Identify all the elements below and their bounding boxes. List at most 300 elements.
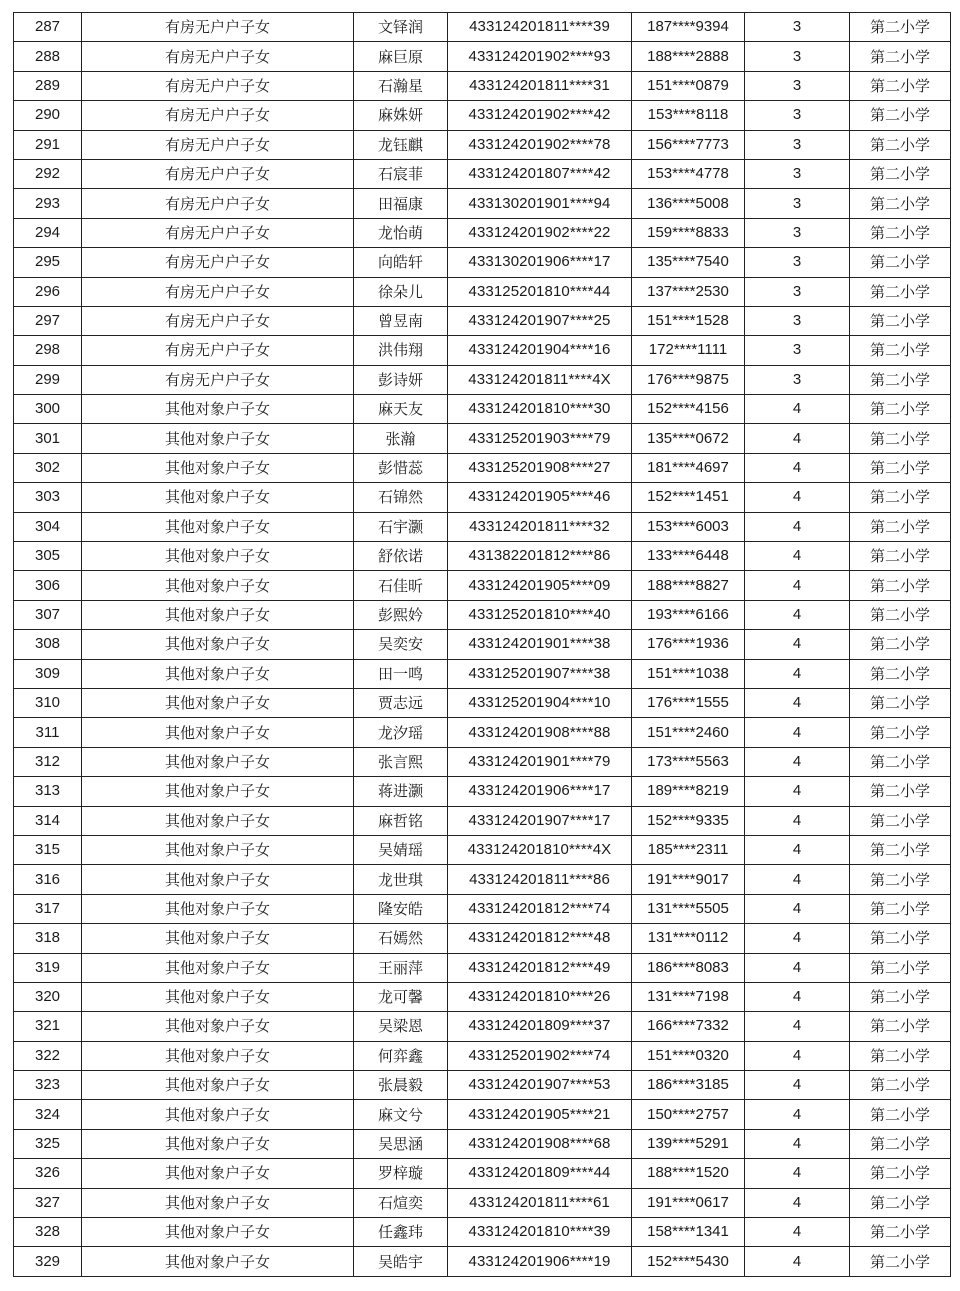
school-cell: 第二小学 xyxy=(850,248,951,277)
category-cell: 其他对象户子女 xyxy=(82,600,354,629)
category-cell: 有房无户户子女 xyxy=(82,13,354,42)
table-row xyxy=(14,1041,951,1070)
category-cell: 其他对象户子女 xyxy=(82,1100,354,1129)
grade-cell: 3 xyxy=(745,71,850,100)
school-cell: 第二小学 xyxy=(850,277,951,306)
id-number-cell: 433125201902****74 xyxy=(448,1041,632,1070)
id-number-cell: 433124201811****39 xyxy=(448,13,632,42)
category-cell: 其他对象户子女 xyxy=(82,982,354,1011)
student-name-cell: 吴皓宇 xyxy=(354,1247,448,1276)
school-cell: 第二小学 xyxy=(850,806,951,835)
school-cell: 第二小学 xyxy=(850,982,951,1011)
phone-cell: 135****7540 xyxy=(632,248,745,277)
roster-sheet xyxy=(13,12,950,1277)
phone-cell: 186****3185 xyxy=(632,1071,745,1100)
grade-cell: 4 xyxy=(745,424,850,453)
phone-cell: 176****1936 xyxy=(632,630,745,659)
grade-cell: 4 xyxy=(745,1188,850,1217)
school-cell: 第二小学 xyxy=(850,71,951,100)
table-row xyxy=(14,894,951,923)
row-number-cell: 313 xyxy=(14,777,82,806)
table-row xyxy=(14,659,951,688)
table-row xyxy=(14,336,951,365)
school-cell: 第二小学 xyxy=(850,512,951,541)
table-row xyxy=(14,747,951,776)
grade-cell: 4 xyxy=(745,453,850,482)
table-row xyxy=(14,453,951,482)
school-cell: 第二小学 xyxy=(850,1188,951,1217)
row-number-cell: 318 xyxy=(14,924,82,953)
row-number-cell: 292 xyxy=(14,159,82,188)
row-number-cell: 293 xyxy=(14,189,82,218)
id-number-cell: 433124201905****09 xyxy=(448,571,632,600)
student-name-cell: 贾志远 xyxy=(354,688,448,717)
student-name-cell: 龙钰麒 xyxy=(354,130,448,159)
phone-cell: 191****0617 xyxy=(632,1188,745,1217)
table-row xyxy=(14,953,951,982)
id-number-cell: 433124201905****21 xyxy=(448,1100,632,1129)
id-number-cell: 433124201901****38 xyxy=(448,630,632,659)
student-name-cell: 吴婧瑶 xyxy=(354,835,448,864)
phone-cell: 131****7198 xyxy=(632,982,745,1011)
student-name-cell: 田福康 xyxy=(354,189,448,218)
phone-cell: 153****6003 xyxy=(632,512,745,541)
phone-cell: 156****7773 xyxy=(632,130,745,159)
grade-cell: 4 xyxy=(745,924,850,953)
phone-cell: 135****0672 xyxy=(632,424,745,453)
table-row xyxy=(14,13,951,42)
grade-cell: 4 xyxy=(745,894,850,923)
id-number-cell: 433124201902****42 xyxy=(448,101,632,130)
row-number-cell: 300 xyxy=(14,395,82,424)
school-cell: 第二小学 xyxy=(850,953,951,982)
school-cell: 第二小学 xyxy=(850,424,951,453)
student-name-cell: 龙怡萌 xyxy=(354,218,448,247)
phone-cell: 193****6166 xyxy=(632,600,745,629)
student-name-cell: 向皓轩 xyxy=(354,248,448,277)
category-cell: 其他对象户子女 xyxy=(82,1218,354,1247)
student-name-cell: 石嫣然 xyxy=(354,924,448,953)
table-row xyxy=(14,777,951,806)
phone-cell: 151****0879 xyxy=(632,71,745,100)
table-row xyxy=(14,248,951,277)
row-number-cell: 306 xyxy=(14,571,82,600)
category-cell: 有房无户户子女 xyxy=(82,130,354,159)
row-number-cell: 316 xyxy=(14,865,82,894)
grade-cell: 3 xyxy=(745,13,850,42)
phone-cell: 151****2460 xyxy=(632,718,745,747)
row-number-cell: 326 xyxy=(14,1159,82,1188)
student-name-cell: 麻巨原 xyxy=(354,42,448,71)
student-name-cell: 舒依诺 xyxy=(354,542,448,571)
category-cell: 其他对象户子女 xyxy=(82,953,354,982)
row-number-cell: 297 xyxy=(14,306,82,335)
table-row xyxy=(14,600,951,629)
phone-cell: 188****2888 xyxy=(632,42,745,71)
school-cell: 第二小学 xyxy=(850,571,951,600)
student-name-cell: 田一鸣 xyxy=(354,659,448,688)
school-cell: 第二小学 xyxy=(850,865,951,894)
table-row xyxy=(14,365,951,394)
grade-cell: 4 xyxy=(745,395,850,424)
category-cell: 其他对象户子女 xyxy=(82,571,354,600)
phone-cell: 152****1451 xyxy=(632,483,745,512)
row-number-cell: 319 xyxy=(14,953,82,982)
table-row xyxy=(14,42,951,71)
id-number-cell: 433124201904****16 xyxy=(448,336,632,365)
category-cell: 有房无户户子女 xyxy=(82,277,354,306)
table-row xyxy=(14,101,951,130)
student-name-cell: 何弈鑫 xyxy=(354,1041,448,1070)
student-name-cell: 文铎润 xyxy=(354,13,448,42)
row-number-cell: 288 xyxy=(14,42,82,71)
category-cell: 其他对象户子女 xyxy=(82,453,354,482)
table-row xyxy=(14,277,951,306)
grade-cell: 4 xyxy=(745,1071,850,1100)
category-cell: 其他对象户子女 xyxy=(82,424,354,453)
grade-cell: 4 xyxy=(745,571,850,600)
id-number-cell: 433124201807****42 xyxy=(448,159,632,188)
student-name-cell: 张晨毅 xyxy=(354,1071,448,1100)
category-cell: 有房无户户子女 xyxy=(82,365,354,394)
table-row xyxy=(14,542,951,571)
student-name-cell: 石佳昕 xyxy=(354,571,448,600)
grade-cell: 4 xyxy=(745,982,850,1011)
table-row xyxy=(14,306,951,335)
student-name-cell: 王丽萍 xyxy=(354,953,448,982)
row-number-cell: 296 xyxy=(14,277,82,306)
id-number-cell: 433125201904****10 xyxy=(448,688,632,717)
phone-cell: 152****9335 xyxy=(632,806,745,835)
phone-cell: 176****1555 xyxy=(632,688,745,717)
table-row xyxy=(14,395,951,424)
id-number-cell: 433124201902****93 xyxy=(448,42,632,71)
student-name-cell: 石锦然 xyxy=(354,483,448,512)
grade-cell: 4 xyxy=(745,777,850,806)
id-number-cell: 433124201907****25 xyxy=(448,306,632,335)
row-number-cell: 303 xyxy=(14,483,82,512)
phone-cell: 153****4778 xyxy=(632,159,745,188)
id-number-cell: 433125201907****38 xyxy=(448,659,632,688)
school-cell: 第二小学 xyxy=(850,306,951,335)
row-number-cell: 291 xyxy=(14,130,82,159)
id-number-cell: 433124201809****37 xyxy=(448,1012,632,1041)
category-cell: 其他对象户子女 xyxy=(82,865,354,894)
student-name-cell: 麻姝妍 xyxy=(354,101,448,130)
row-number-cell: 320 xyxy=(14,982,82,1011)
id-number-cell: 433125201908****27 xyxy=(448,453,632,482)
grade-cell: 4 xyxy=(745,1100,850,1129)
category-cell: 其他对象户子女 xyxy=(82,483,354,512)
id-number-cell: 433124201811****4X xyxy=(448,365,632,394)
student-name-cell: 彭熙妗 xyxy=(354,600,448,629)
grade-cell: 4 xyxy=(745,659,850,688)
student-name-cell: 吴奕安 xyxy=(354,630,448,659)
table-row xyxy=(14,189,951,218)
id-number-cell: 433124201901****79 xyxy=(448,747,632,776)
id-number-cell: 433124201810****39 xyxy=(448,1218,632,1247)
category-cell: 其他对象户子女 xyxy=(82,630,354,659)
category-cell: 其他对象户子女 xyxy=(82,777,354,806)
school-cell: 第二小学 xyxy=(850,101,951,130)
id-number-cell: 433124201811****61 xyxy=(448,1188,632,1217)
school-cell: 第二小学 xyxy=(850,718,951,747)
student-name-cell: 吴梁恩 xyxy=(354,1012,448,1041)
phone-cell: 166****7332 xyxy=(632,1012,745,1041)
row-number-cell: 304 xyxy=(14,512,82,541)
grade-cell: 4 xyxy=(745,806,850,835)
category-cell: 有房无户户子女 xyxy=(82,336,354,365)
id-number-cell: 433124201906****17 xyxy=(448,777,632,806)
phone-cell: 186****8083 xyxy=(632,953,745,982)
school-cell: 第二小学 xyxy=(850,189,951,218)
row-number-cell: 295 xyxy=(14,248,82,277)
id-number-cell: 433124201902****22 xyxy=(448,218,632,247)
school-cell: 第二小学 xyxy=(850,365,951,394)
phone-cell: 172****1111 xyxy=(632,336,745,365)
student-name-cell: 张言熙 xyxy=(354,747,448,776)
row-number-cell: 311 xyxy=(14,718,82,747)
table-row xyxy=(14,982,951,1011)
row-number-cell: 315 xyxy=(14,835,82,864)
table-row xyxy=(14,1188,951,1217)
table-row xyxy=(14,835,951,864)
id-number-cell: 433130201901****94 xyxy=(448,189,632,218)
category-cell: 有房无户户子女 xyxy=(82,42,354,71)
student-name-cell: 洪伟翔 xyxy=(354,336,448,365)
category-cell: 其他对象户子女 xyxy=(82,924,354,953)
category-cell: 有房无户户子女 xyxy=(82,159,354,188)
phone-cell: 153****8118 xyxy=(632,101,745,130)
category-cell: 其他对象户子女 xyxy=(82,1188,354,1217)
student-name-cell: 彭惜蕊 xyxy=(354,453,448,482)
category-cell: 有房无户户子女 xyxy=(82,189,354,218)
id-number-cell: 433124201811****31 xyxy=(448,71,632,100)
category-cell: 有房无户户子女 xyxy=(82,101,354,130)
table-row xyxy=(14,924,951,953)
table-row xyxy=(14,483,951,512)
school-cell: 第二小学 xyxy=(850,1100,951,1129)
category-cell: 其他对象户子女 xyxy=(82,806,354,835)
student-name-cell: 蒋进灏 xyxy=(354,777,448,806)
id-number-cell: 433124201811****32 xyxy=(448,512,632,541)
row-number-cell: 287 xyxy=(14,13,82,42)
row-number-cell: 314 xyxy=(14,806,82,835)
phone-cell: 191****9017 xyxy=(632,865,745,894)
id-number-cell: 433124201811****86 xyxy=(448,865,632,894)
student-name-cell: 曾昱南 xyxy=(354,306,448,335)
table-row xyxy=(14,1129,951,1158)
grade-cell: 3 xyxy=(745,277,850,306)
grade-cell: 4 xyxy=(745,718,850,747)
table-row xyxy=(14,1071,951,1100)
row-number-cell: 294 xyxy=(14,218,82,247)
category-cell: 有房无户户子女 xyxy=(82,218,354,247)
school-cell: 第二小学 xyxy=(850,159,951,188)
school-cell: 第二小学 xyxy=(850,483,951,512)
row-number-cell: 329 xyxy=(14,1247,82,1276)
phone-cell: 137****2530 xyxy=(632,277,745,306)
phone-cell: 136****5008 xyxy=(632,189,745,218)
phone-cell: 131****5505 xyxy=(632,894,745,923)
grade-cell: 3 xyxy=(745,130,850,159)
category-cell: 其他对象户子女 xyxy=(82,1012,354,1041)
student-name-cell: 石瀚星 xyxy=(354,71,448,100)
row-number-cell: 290 xyxy=(14,101,82,130)
row-number-cell: 308 xyxy=(14,630,82,659)
table-row xyxy=(14,1247,951,1276)
id-number-cell: 433125201810****44 xyxy=(448,277,632,306)
school-cell: 第二小学 xyxy=(850,777,951,806)
table-row xyxy=(14,865,951,894)
grade-cell: 3 xyxy=(745,189,850,218)
phone-cell: 131****0112 xyxy=(632,924,745,953)
school-cell: 第二小学 xyxy=(850,1247,951,1276)
student-name-cell: 张瀚 xyxy=(354,424,448,453)
table-row xyxy=(14,571,951,600)
student-name-cell: 石煊奕 xyxy=(354,1188,448,1217)
student-name-cell: 吴思涵 xyxy=(354,1129,448,1158)
school-cell: 第二小学 xyxy=(850,1129,951,1158)
grade-cell: 4 xyxy=(745,1129,850,1158)
table-row xyxy=(14,1012,951,1041)
phone-cell: 185****2311 xyxy=(632,835,745,864)
school-cell: 第二小学 xyxy=(850,1041,951,1070)
school-cell: 第二小学 xyxy=(850,894,951,923)
grade-cell: 3 xyxy=(745,101,850,130)
id-number-cell: 433124201810****26 xyxy=(448,982,632,1011)
phone-cell: 176****9875 xyxy=(632,365,745,394)
phone-cell: 151****1038 xyxy=(632,659,745,688)
category-cell: 其他对象户子女 xyxy=(82,542,354,571)
phone-cell: 139****5291 xyxy=(632,1129,745,1158)
id-number-cell: 433124201812****48 xyxy=(448,924,632,953)
student-name-cell: 龙可馨 xyxy=(354,982,448,1011)
student-name-cell: 徐朵儿 xyxy=(354,277,448,306)
grade-cell: 4 xyxy=(745,1247,850,1276)
category-cell: 其他对象户子女 xyxy=(82,747,354,776)
grade-cell: 3 xyxy=(745,365,850,394)
row-number-cell: 298 xyxy=(14,336,82,365)
grade-cell: 3 xyxy=(745,336,850,365)
school-cell: 第二小学 xyxy=(850,659,951,688)
id-number-cell: 433124201908****88 xyxy=(448,718,632,747)
category-cell: 其他对象户子女 xyxy=(82,1071,354,1100)
student-name-cell: 龙汐瑶 xyxy=(354,718,448,747)
school-cell: 第二小学 xyxy=(850,688,951,717)
grade-cell: 3 xyxy=(745,218,850,247)
table-row xyxy=(14,1218,951,1247)
table-row xyxy=(14,218,951,247)
phone-cell: 189****8219 xyxy=(632,777,745,806)
school-cell: 第二小学 xyxy=(850,1159,951,1188)
phone-cell: 150****2757 xyxy=(632,1100,745,1129)
id-number-cell: 433124201907****17 xyxy=(448,806,632,835)
school-cell: 第二小学 xyxy=(850,542,951,571)
student-name-cell: 麻文兮 xyxy=(354,1100,448,1129)
school-cell: 第二小学 xyxy=(850,42,951,71)
student-name-cell: 石宇灏 xyxy=(354,512,448,541)
id-number-cell: 433124201810****4X xyxy=(448,835,632,864)
school-cell: 第二小学 xyxy=(850,336,951,365)
student-name-cell: 隆安皓 xyxy=(354,894,448,923)
table-row xyxy=(14,71,951,100)
school-cell: 第二小学 xyxy=(850,13,951,42)
grade-cell: 4 xyxy=(745,1041,850,1070)
grade-cell: 3 xyxy=(745,159,850,188)
row-number-cell: 305 xyxy=(14,542,82,571)
grade-cell: 4 xyxy=(745,542,850,571)
table-row xyxy=(14,1159,951,1188)
school-cell: 第二小学 xyxy=(850,218,951,247)
row-number-cell: 317 xyxy=(14,894,82,923)
row-number-cell: 301 xyxy=(14,424,82,453)
category-cell: 其他对象户子女 xyxy=(82,1159,354,1188)
row-number-cell: 324 xyxy=(14,1100,82,1129)
row-number-cell: 323 xyxy=(14,1071,82,1100)
id-number-cell: 433124201907****53 xyxy=(448,1071,632,1100)
student-name-cell: 麻天友 xyxy=(354,395,448,424)
grade-cell: 4 xyxy=(745,835,850,864)
table-body xyxy=(14,13,951,1277)
phone-cell: 152****5430 xyxy=(632,1247,745,1276)
category-cell: 有房无户户子女 xyxy=(82,306,354,335)
phone-cell: 151****0320 xyxy=(632,1041,745,1070)
table-row xyxy=(14,630,951,659)
table-row xyxy=(14,718,951,747)
grade-cell: 4 xyxy=(745,1012,850,1041)
category-cell: 有房无户户子女 xyxy=(82,71,354,100)
student-name-cell: 龙世琪 xyxy=(354,865,448,894)
school-cell: 第二小学 xyxy=(850,1071,951,1100)
category-cell: 其他对象户子女 xyxy=(82,894,354,923)
row-number-cell: 289 xyxy=(14,71,82,100)
table-row xyxy=(14,159,951,188)
phone-cell: 181****4697 xyxy=(632,453,745,482)
category-cell: 其他对象户子女 xyxy=(82,512,354,541)
id-number-cell: 433124201810****30 xyxy=(448,395,632,424)
phone-cell: 187****9394 xyxy=(632,13,745,42)
row-number-cell: 321 xyxy=(14,1012,82,1041)
category-cell: 其他对象户子女 xyxy=(82,1247,354,1276)
category-cell: 其他对象户子女 xyxy=(82,659,354,688)
id-number-cell: 433124201812****49 xyxy=(448,953,632,982)
row-number-cell: 312 xyxy=(14,747,82,776)
grade-cell: 4 xyxy=(745,865,850,894)
phone-cell: 158****1341 xyxy=(632,1218,745,1247)
student-name-cell: 任鑫玮 xyxy=(354,1218,448,1247)
grade-cell: 3 xyxy=(745,42,850,71)
row-number-cell: 309 xyxy=(14,659,82,688)
row-number-cell: 310 xyxy=(14,688,82,717)
table-row xyxy=(14,1100,951,1129)
row-number-cell: 327 xyxy=(14,1188,82,1217)
phone-cell: 188****8827 xyxy=(632,571,745,600)
school-cell: 第二小学 xyxy=(850,395,951,424)
table-row xyxy=(14,806,951,835)
school-cell: 第二小学 xyxy=(850,1218,951,1247)
enrollment-table xyxy=(13,12,951,1277)
grade-cell: 4 xyxy=(745,600,850,629)
id-number-cell: 433124201902****78 xyxy=(448,130,632,159)
school-cell: 第二小学 xyxy=(850,835,951,864)
category-cell: 其他对象户子女 xyxy=(82,1041,354,1070)
school-cell: 第二小学 xyxy=(850,600,951,629)
category-cell: 其他对象户子女 xyxy=(82,1129,354,1158)
student-name-cell: 麻哲铭 xyxy=(354,806,448,835)
grade-cell: 4 xyxy=(745,953,850,982)
phone-cell: 133****6448 xyxy=(632,542,745,571)
